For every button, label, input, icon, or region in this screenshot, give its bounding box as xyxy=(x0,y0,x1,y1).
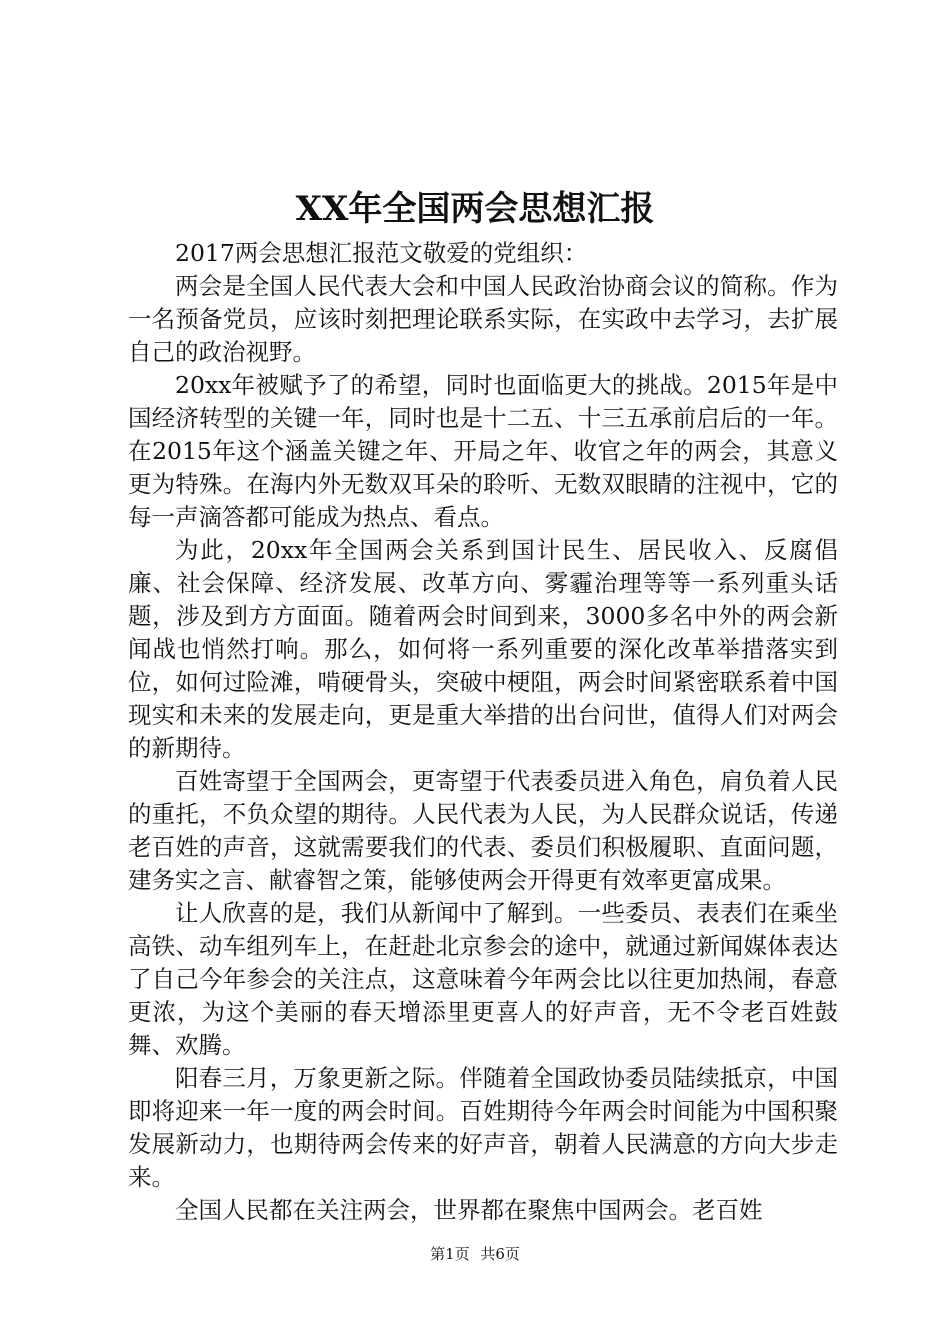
paragraph: 阳春三月，万象更新之际。伴随着全国政协委员陆续抵京，中国即将迎来一年一度的两会时间。百姓期待今年两会时间能为中国积聚发展新动力，也期待两会传来的好声音，朝着人民满意的方向大步走来。 xyxy=(128,1064,838,1191)
paragraph: 百姓寄望于全国两会，更寄望于代表委员进入角色，肩负着人民的重托，不负众望的期待。人民代表为人民，为人民群众说话，传递老百姓的声音，这就需要我们的代表、委员们积极履职、直面问题，建务实之言、献睿智之策，能够使两会开得更有效率更富成果。 xyxy=(128,767,838,894)
paragraph: 让人欣喜的是，我们从新闻中了解到。一些委员、表表们在乘坐高铁、动车组列车上，在赶赴北京参会的途中，就通过新闻媒体表达了自己今年参会的关注点，这意味着今年两会比以往更加热闹，春意更浓，为这个美丽的春天增添里更喜人的好声音，无不令老百姓鼓舞、欢腾。 xyxy=(128,899,838,1059)
page-number: 第1页 xyxy=(430,1245,470,1263)
document-title: XX年全国两会思想汇报 xyxy=(295,189,655,229)
paragraph: 两会是全国人民代表大会和中国人民政治协商会议的简称。作为一名预备党员，应该时刻把理论联系实际，在实政中去学习，去扩展自己的政治视野。 xyxy=(128,272,838,366)
paragraph: 全国人民都在关注两会，世界都在聚焦中国两会。老百姓 xyxy=(175,1196,763,1224)
page-footer xyxy=(0,1244,950,1264)
paragraph: 20xx年被赋予了的希望，同时也面临更大的挑战。2015年是中国经济转型的关键一年，同时也是十二五、十三五承前启后的一年。在2015年这个涵盖关键之年、开局之年、收官之年的两会，其意义更为特殊。在海内外无数双耳朵的聆听、无数双眼睛的注视中，它的每一声滴答都可能成为热点、看点。 xyxy=(128,371,838,531)
document-body xyxy=(128,237,838,1227)
page-total: 共6页 xyxy=(480,1245,520,1263)
paragraph: 为此，20xx年全国两会关系到国计民生、居民收入、反腐倡廉、社会保障、经济发展、改革方向、雾霾治理等等一系列重头话题，涉及到方方面面。随着两会时间到来，3000多名中外的两会新闻战也悄然打响。那么，如何将一系列重要的深化改革举措落实到位，如何过险滩，啃硬骨头，突破中梗阻，两会时间紧密联系着中国现实和未来的发展走向，更是重大举措的出台问世，值得人们对两会的新期待。 xyxy=(128,536,838,762)
paragraph-salutation: 2017两会思想汇报范文敬爱的党组织： xyxy=(175,239,588,267)
